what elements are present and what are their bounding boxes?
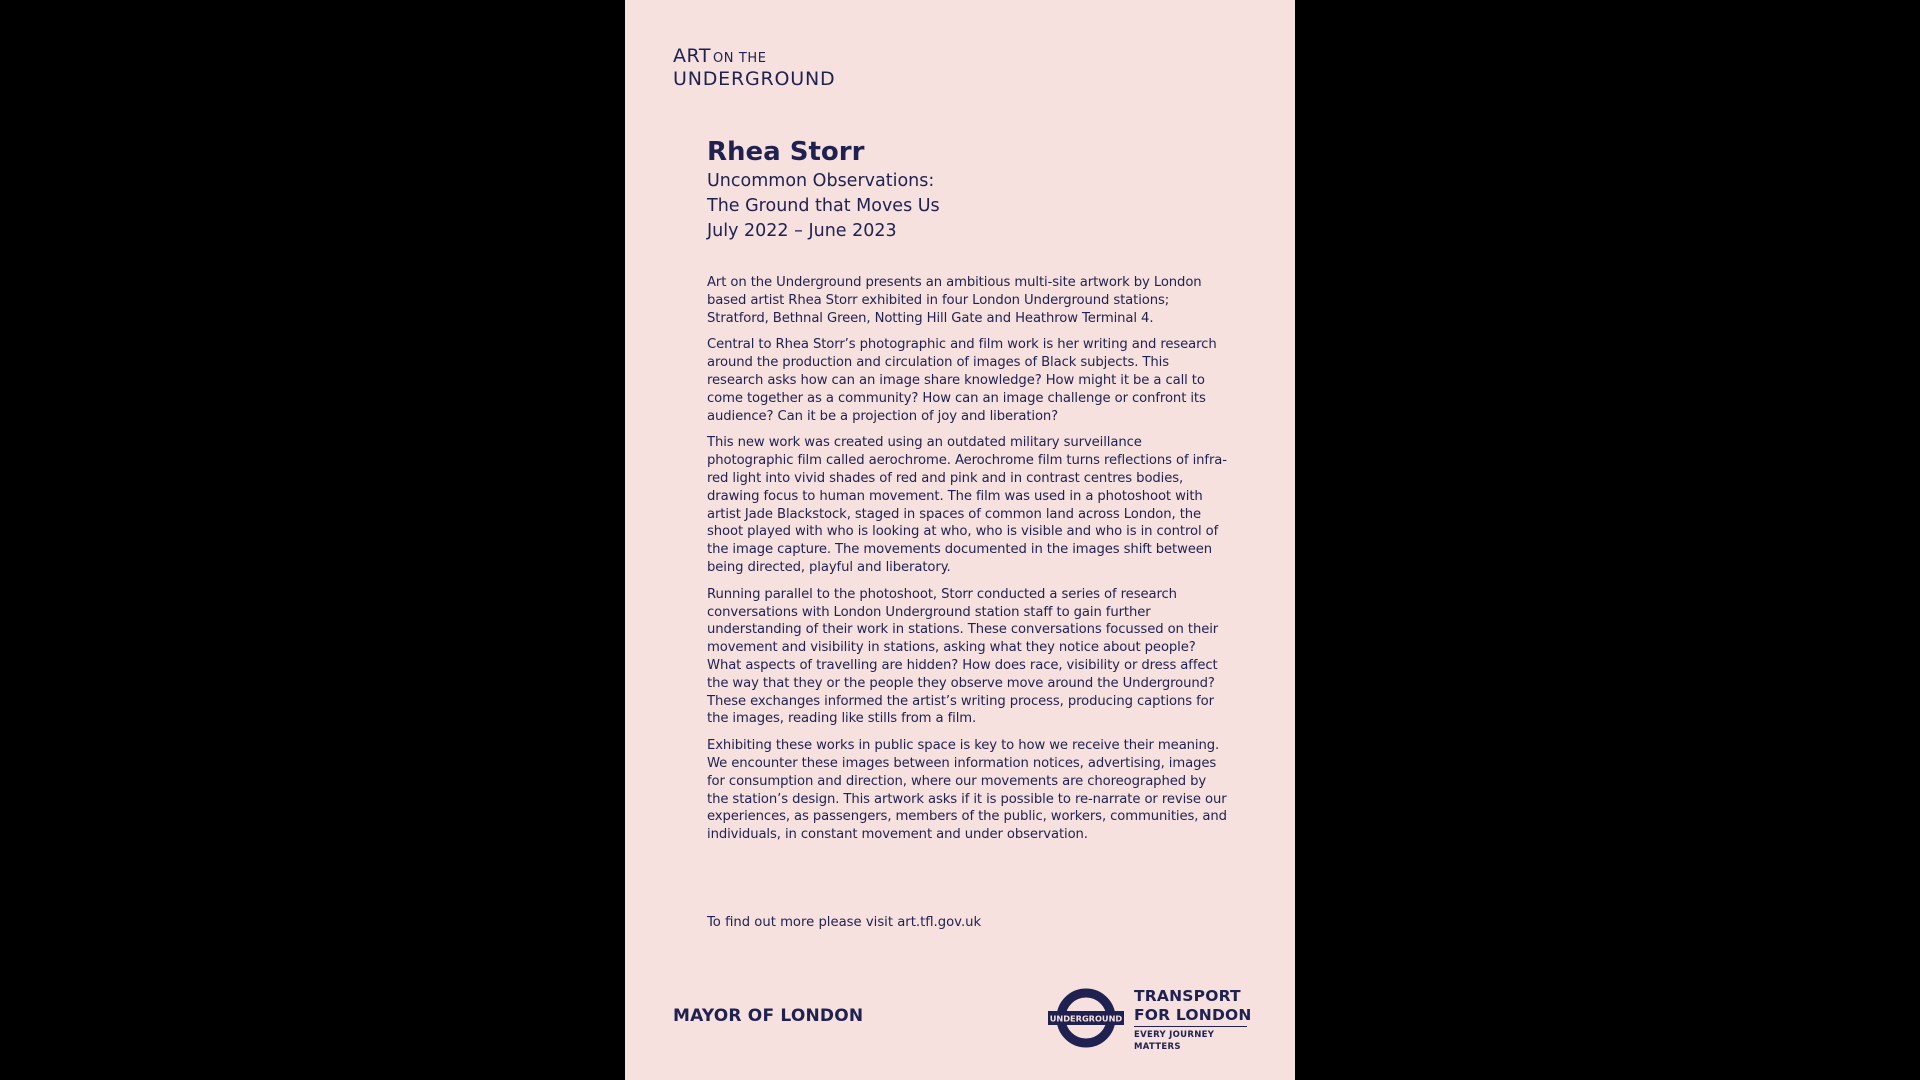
exhibition-dates: July 2022 – June 2023	[707, 221, 897, 241]
exhibition-title-line2: The Ground that Moves Us	[707, 196, 940, 216]
art-on-the-underground-logo	[673, 46, 835, 89]
roundel-label: UNDERGROUND	[1049, 1013, 1123, 1024]
logo-art: ART	[673, 45, 711, 67]
paragraph-conversations: Running parallel to the photoshoot, Storr conducted a series of research conversations with London Underground station staff to gain further understanding of their work in stations. These conversations focussed on their movement and visibility in stations, asking what they notice about people? What aspects of travelling are hidden? How does race, visibility or dress affect the way that they or the people they observe move around the Underground? These exchanges informed the artist’s writing process, producing captions for the images, reading like stills from a film.	[707, 586, 1219, 727]
tfl-line1: TRANSPORT	[1134, 987, 1241, 1005]
more-info-text: To find out more please visit art.tfl.gov.uk	[707, 915, 982, 930]
artist-name: Rhea Storr	[707, 137, 865, 167]
logo-underground: UNDERGROUND	[673, 68, 836, 90]
tfl-tagline: EVERY JOURNEY MATTERS	[1134, 1030, 1215, 1052]
paragraph-intro: Art on the Underground presents an ambitious multi-site artwork by London based artist Rhea Storr exhibited in four London Underground stations; Stratford, Bethnal Green, Notting Hill Gate and Heathrow Terminal 4.	[707, 275, 1202, 326]
body-text	[707, 274, 1227, 853]
exhibition-title-line1: Uncommon Observations:	[707, 171, 935, 191]
poster-page	[625, 0, 1295, 1080]
tfl-wordmark	[1134, 987, 1258, 1053]
paragraph-research: Central to Rhea Storr’s photographic and film work is her writing and research around the production and circulation of images of Black subjects. This research asks how can an image share knowledge? How might it be a call to come together as a community? How can an image challenge or confront its audience? Can it be a projection of joy and liberation?	[707, 337, 1217, 424]
paragraph-aerochrome: This new work was created using an outdated military surveillance photographic film called aerochrome. Aerochrome film turns reflections of infra-red light into vivid shades of red and pink and in contrast centres bodies, drawing focus to human movement. The film was used in a photoshoot with artist Jade Blackstock, staged in spaces of common land across London, the shoot played with who is looking at who, who is visible and who is in control of the image capture. The movements documented in the images shift between being directed, playful and liberatory.	[707, 435, 1227, 575]
tfl-logo	[1048, 985, 1258, 1052]
tfl-line2: FOR LONDON	[1134, 1006, 1252, 1024]
mayor-of-london-logo: MAYOR OF LONDON	[673, 1006, 864, 1026]
tfl-divider	[1134, 1026, 1247, 1027]
paragraph-public-space: Exhibiting these works in public space is key to how we receive their meaning. We encounter these images between information notices, advertising, images for consumption and direction, where our movements are choreographed by the station’s design. This artwork asks if it is possible to re-narrate or revise our experiences, as passengers, members of the public, workers, communities, and individuals, in constant movement and under observation.	[707, 738, 1227, 843]
underground-roundel-icon	[1048, 987, 1124, 1049]
title-block	[707, 135, 1207, 244]
logo-on-the: ON THE	[712, 51, 767, 66]
